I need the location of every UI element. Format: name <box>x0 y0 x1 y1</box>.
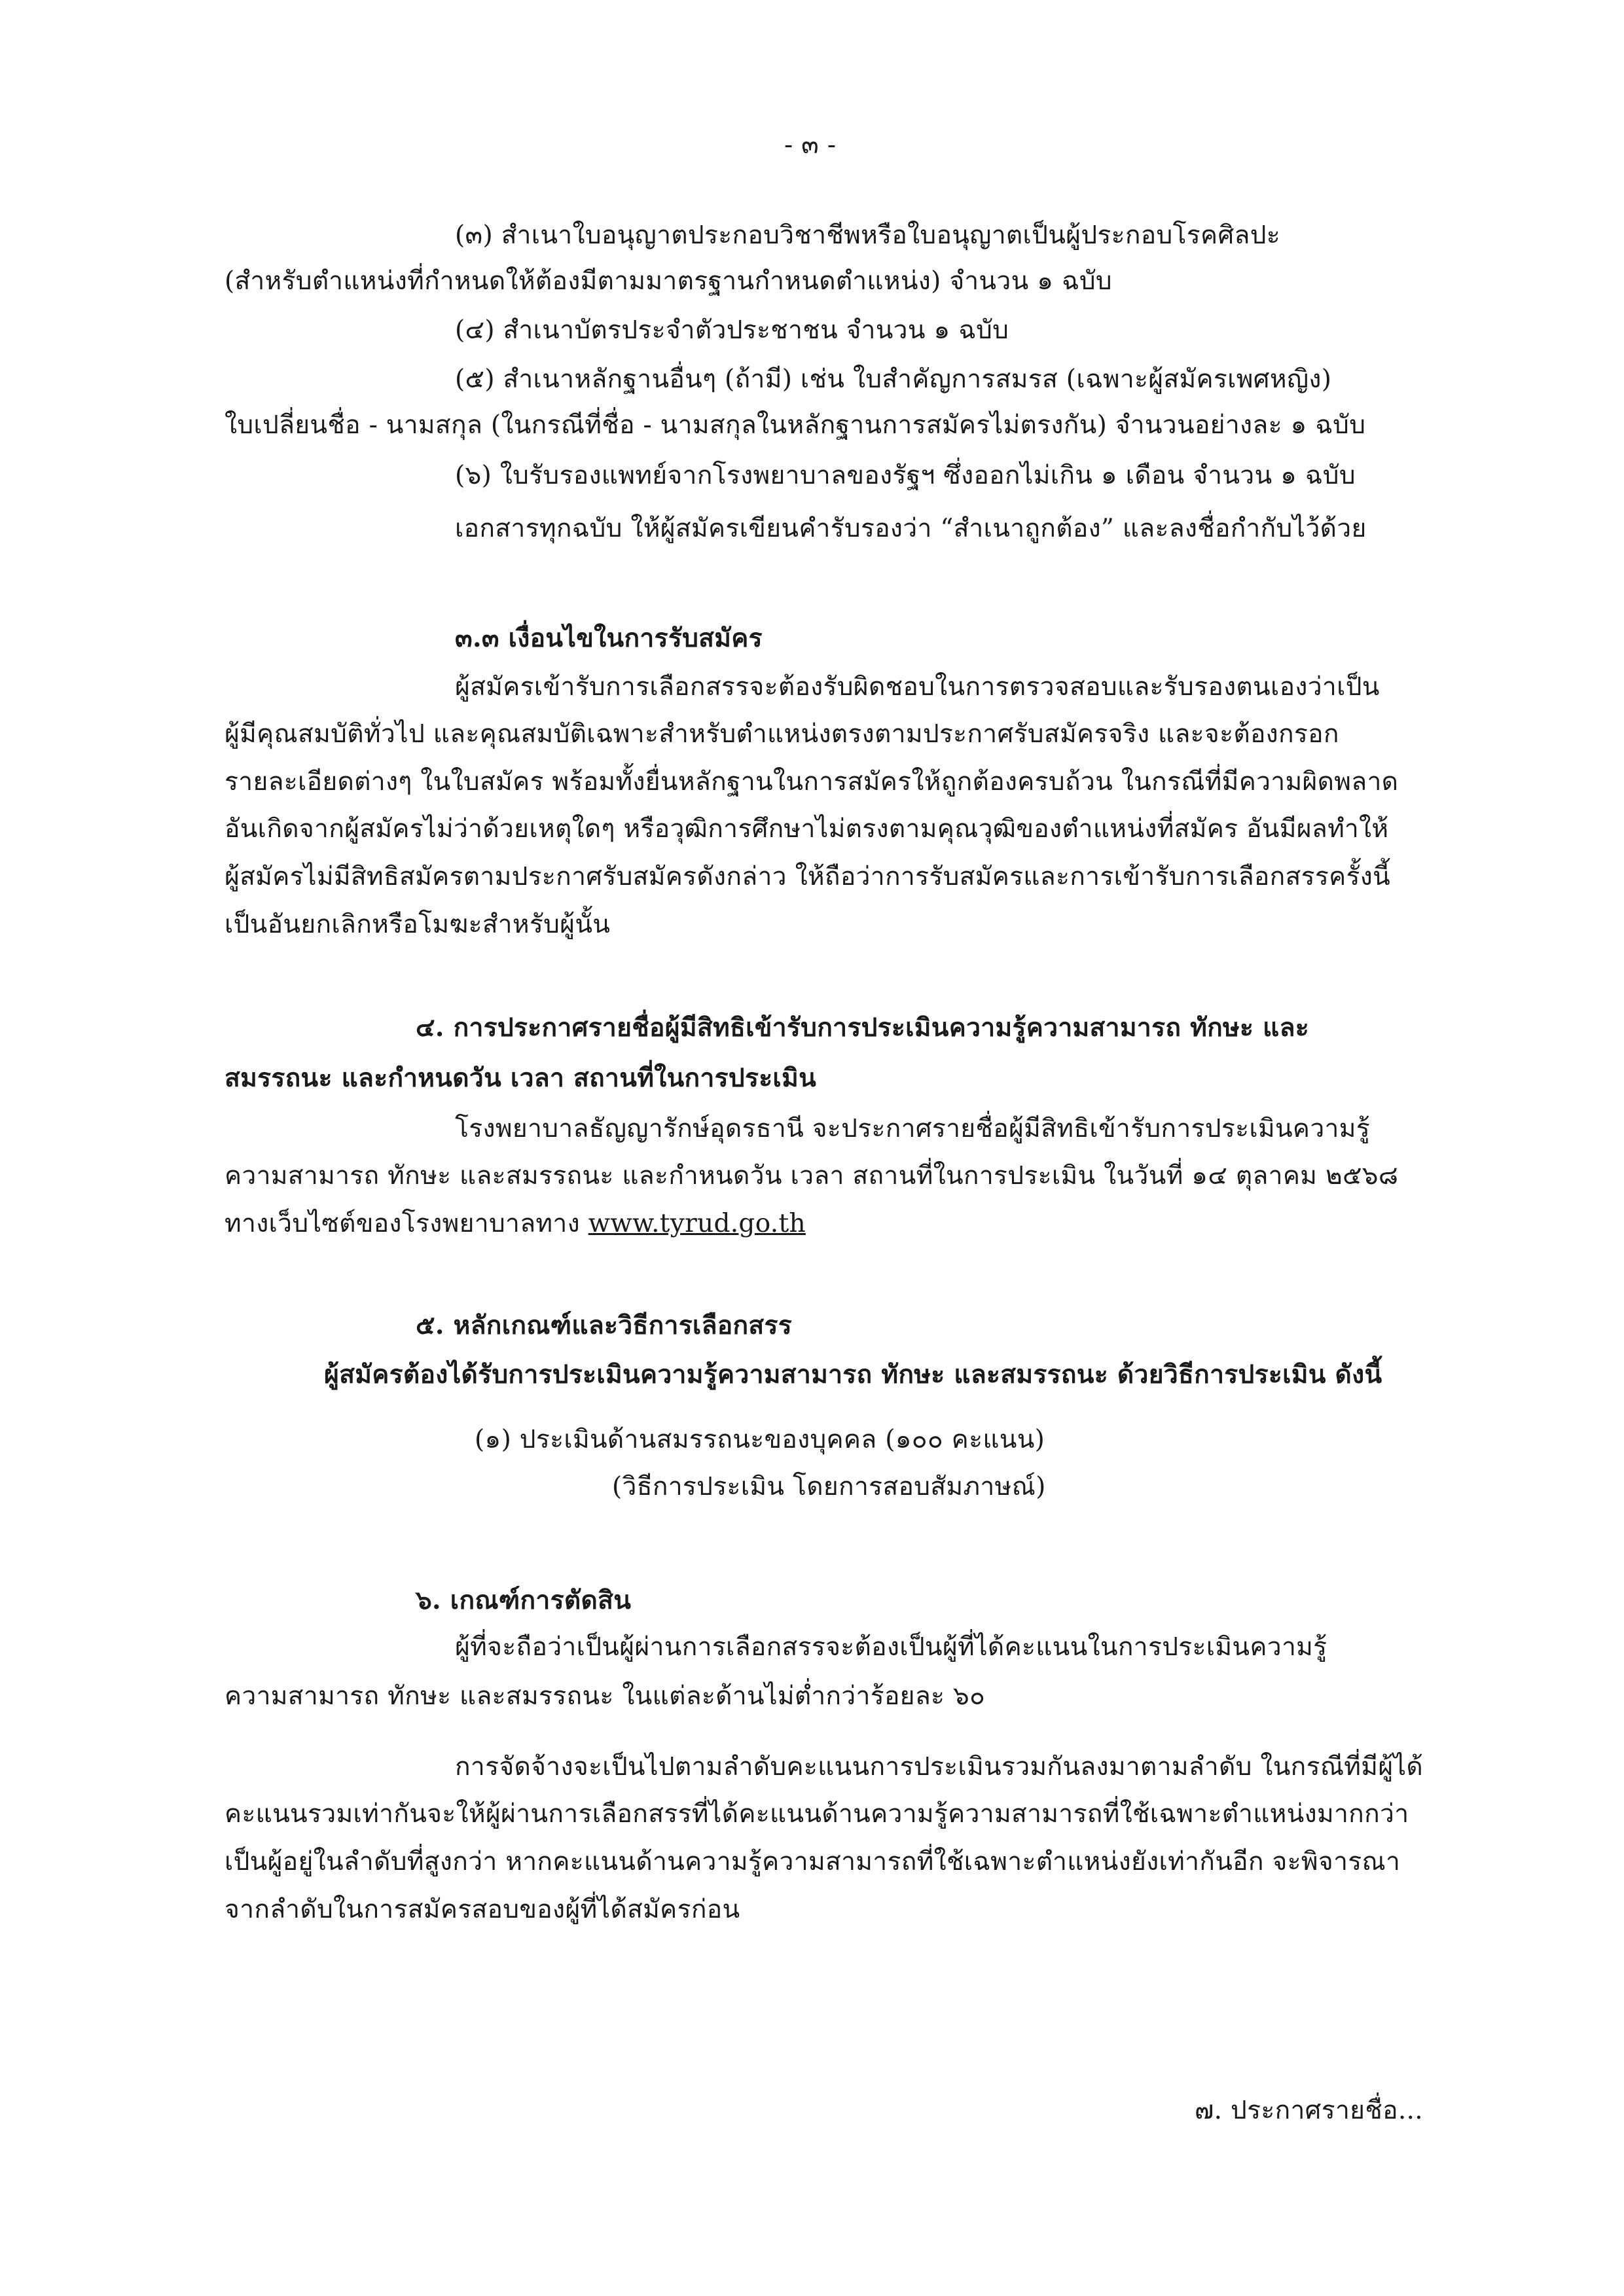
section-6-para-1-line-2: ความสามารถ ทักษะ และสมรรถนะ ในแต่ละด้านไม่ต่ำกว่าร้อยละ ๖๐ <box>225 1681 986 1711</box>
section-3-3-line-4: อันเกิดจากผู้สมัครไม่ว่าด้วยเหตุใดๆ หรือวุฒิการศึกษาไม่ตรงตามคุณวุฒิของตำแหน่งที่สมัคร อันมีผลทำให้ <box>225 814 1389 844</box>
section-6-para-2-line-2: คะแนนรวมเท่ากันจะให้ผู้ผ่านการเลือกสรรที่ได้คะแนนด้านความรู้ความสามารถที่ใช้เฉพาะตำแหน่งมากกว่า <box>225 1799 1409 1829</box>
section-3-3-heading: ๓.๓ เงื่อนไขในการรับสมัคร <box>455 623 763 653</box>
section-4-heading-line-1: ๔. การประกาศรายชื่อผู้มีสิทธิเข้ารับการประเมินความรู้ความสามารถ ทักษะ และ <box>416 1013 1310 1043</box>
doc-item-5-line-1: (๕) สำเนาหลักฐานอื่นๆ (ถ้ามี) เช่น ใบสำคัญการสมรส (เฉพาะผู้สมัครเพศหญิง) <box>455 365 1332 394</box>
section-3-3-line-5: ผู้สมัครไม่มีสิทธิสมัครตามประกาศรับสมัครดังกล่าว ให้ถือว่าการรับสมัครและการเข้ารับการเลือกสรรครั้งนี้ <box>225 862 1391 891</box>
doc-item-3-line-2: (สำหรับตำแหน่งที่กำหนดให้ต้องมีตามมาตรฐานกำหนดตำแหน่ง) จำนวน ๑ ฉบับ <box>225 266 1112 296</box>
section-6-heading: ๖. เกณฑ์การตัดสิน <box>416 1585 632 1615</box>
section-5-heading: ๕. หลักเกณฑ์และวิธีการเลือกสรร <box>416 1310 792 1340</box>
website-link[interactable]: www.tyrud.go.th <box>588 1209 806 1238</box>
doc-item-3-line-1: (๓) สำเนาใบอนุญาตประกอบวิชาชีพหรือใบอนุญาตเป็นผู้ประกอบโรคศิลปะ <box>455 221 1281 250</box>
continuation-note: ๗. ประกาศรายชื่อ... <box>1195 2096 1423 2125</box>
doc-item-4: (๔) สำเนาบัตรประจำตัวประชาชน จำนวน ๑ ฉบับ <box>455 315 1009 345</box>
section-5-item-1-method: (วิธีการประเมิน โดยการสอบสัมภาษณ์) <box>612 1472 1046 1501</box>
certify-note: เอกสารทุกฉบับ ให้ผู้สมัครเขียนคำรับรองว่า “สำเนาถูกต้อง” และลงชื่อกำกับไว้ด้วย <box>455 514 1367 543</box>
doc-item-6: (๖) ใบรับรองแพทย์จากโรงพยาบาลของรัฐฯ ซึ่งออกไม่เกิน ๑ เดือน จำนวน ๑ ฉบับ <box>455 461 1356 490</box>
section-4-line-1: โรงพยาบาลธัญญารักษ์อุดรธานี จะประกาศรายชื่อผู้มีสิทธิเข้ารับการประเมินความรู้ <box>455 1114 1370 1143</box>
section-6-para-2-line-3: เป็นผู้อยู่ในลำดับที่สูงกว่า หากคะแนนด้านความรู้ความสามารถที่ใช้เฉพาะตำแหน่งยังเท่ากันอีก จะพิจารณา <box>225 1847 1401 1876</box>
section-3-3-line-3: รายละเอียดต่างๆ ในใบสมัคร พร้อมทั้งยื่นหลักฐานในการสมัครให้ถูกต้องครบถ้วน ในกรณีที่มีความผิดพลาด <box>225 767 1399 797</box>
section-5-subheading: ผู้สมัครต้องได้รับการประเมินความรู้ความสามารถ ทักษะ และสมรรถนะ ด้วยวิธีการประเมิน ดังนี้ <box>324 1359 1382 1390</box>
section-6-para-2-line-1: การจัดจ้างจะเป็นไปตามลำดับคะแนนการประเมินรวมกันลงมาตามลำดับ ในกรณีที่มีผู้ได้ <box>455 1752 1424 1782</box>
section-4-line-2: ความสามารถ ทักษะ และสมรรถนะ และกำหนดวัน เวลา สถานที่ในการประเมิน ในวันที่ ๑๔ ตุลาคม ๒๕๖๘ <box>225 1161 1399 1191</box>
page-number: - ๓ - <box>784 130 837 160</box>
section-3-3-line-1: ผู้สมัครเข้ารับการเลือกสรรจะต้องรับผิดชอบในการตรวจสอบและรับรองตนเองว่าเป็น <box>455 672 1380 702</box>
doc-item-5-line-2: ใบเปลี่ยนชื่อ - นามสกุล (ในกรณีที่ชื่อ - นามสกุลในหลักฐานการสมัครไม่ตรงกัน) จำนวนอย่างละ ๑ ฉบับ <box>225 410 1366 440</box>
section-3-3-line-6: เป็นอันยกเลิกหรือโมฆะสำหรับผู้นั้น <box>225 910 611 939</box>
section-3-3-line-2: ผู้มีคุณสมบัติทั่วไป และคุณสมบัติเฉพาะสำหรับตำแหน่งตรงตามประกาศรับสมัครจริง และจะต้องกรอก <box>225 719 1339 749</box>
section-4-line-3-text: ทางเว็บไซต์ของโรงพยาบาลทาง <box>225 1209 580 1238</box>
section-5-item-1: (๑) ประเมินด้านสมรรถนะของบุคคล (๑๐๐ คะแนน) <box>475 1425 1045 1454</box>
section-6-para-2-line-4: จากลำดับในการสมัครสอบของผู้ที่ได้สมัครก่อน <box>225 1895 740 1924</box>
section-6-para-1-line-1: ผู้ที่จะถือว่าเป็นผู้ผ่านการเลือกสรรจะต้องเป็นผู้ที่ได้คะแนนในการประเมินความรู้ <box>455 1632 1327 1662</box>
section-4-line-3 <box>225 1204 806 1244</box>
section-4-heading-line-2: สมรรถนะ และกำหนดวัน เวลา สถานที่ในการประเมิน <box>225 1063 817 1093</box>
